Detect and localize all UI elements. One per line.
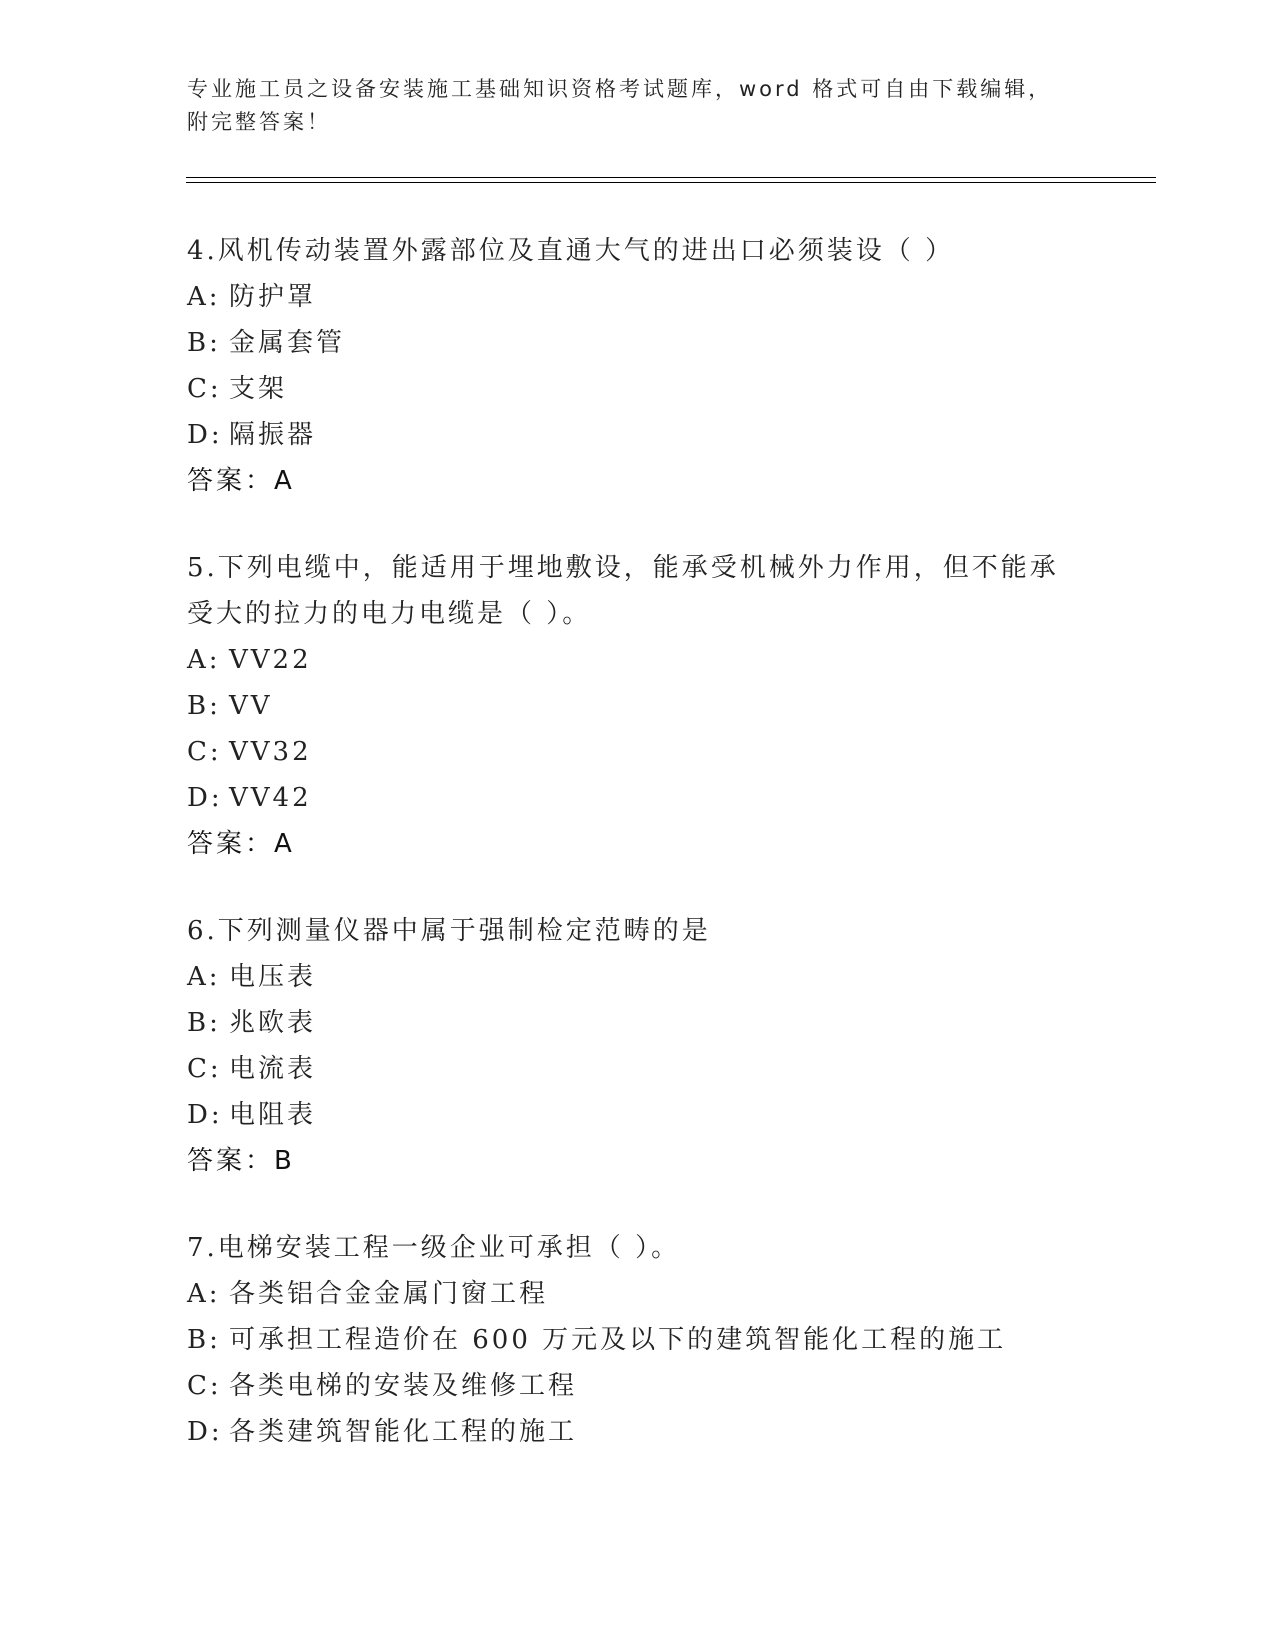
option-text: 各类建筑智能化工程的施工 [229,1417,578,1447]
document-header [187,73,1087,139]
header-divider-top [186,177,1156,178]
question-title-line-2: 受大的拉力的电力电缆是（ ）。 [187,599,592,629]
option-text: 兆欧表 [229,1008,317,1038]
option-key: D: [187,1100,223,1130]
option-c [187,366,1107,412]
option-key: C: [187,1371,222,1401]
option-text: 可承担工程造价在 600 万元及以下的建筑智能化工程的施工 [229,1325,1007,1355]
option-d [187,1409,1107,1455]
option-text: VV32 [229,737,312,767]
option-a [187,954,1107,1000]
option-key: A: [187,1279,221,1309]
answer: 答案：A [187,829,295,859]
option-text: 电流表 [229,1054,317,1084]
question-4 [187,228,1107,504]
option-key: B: [187,328,221,358]
question-title-line-1: 5.下列电缆中，能适用于埋地敷设，能承受机械外力作用，但不能承 [187,553,1059,583]
option-key: B: [187,1008,221,1038]
question-title: 4.风机传动装置外露部位及直通大气的进出口必须装设（ ） [187,236,955,266]
header-line-1: 专业施工员之设备安装施工基础知识资格考试题库，word 格式可自由下载编辑， [187,77,1053,101]
option-c [187,1363,1107,1409]
option-text: 电阻表 [229,1100,317,1130]
header-divider-bottom [186,182,1156,183]
option-key: A: [187,645,221,675]
option-text: 隔振器 [229,420,317,450]
option-d [187,1092,1107,1138]
option-key: B: [187,691,221,721]
question-5 [187,545,1107,867]
option-c [187,729,1107,775]
option-key: C: [187,374,222,404]
option-d [187,412,1107,458]
option-c [187,1046,1107,1092]
option-text: VV42 [229,783,312,813]
option-b [187,683,1107,729]
option-key: D: [187,420,223,450]
option-key: A: [187,962,221,992]
option-a [187,274,1107,320]
answer: 答案：A [187,466,295,496]
option-key: D: [187,1417,223,1447]
option-b [187,320,1107,366]
answer: 答案：B [187,1146,295,1176]
option-key: B: [187,1325,221,1355]
option-key: D: [187,783,223,813]
question-title: 7.电梯安装工程一级企业可承担（ ）。 [187,1233,681,1263]
option-b [187,1000,1107,1046]
option-text: 电压表 [229,962,317,992]
option-text: VV22 [229,645,312,675]
question-7 [187,1225,1107,1455]
option-a [187,637,1107,683]
option-key: C: [187,737,222,767]
header-line-2: 附完整答案！ [187,110,331,134]
option-text: 防护罩 [229,282,317,312]
option-text: 支架 [229,374,288,404]
question-title: 6.下列测量仪器中属于强制检定范畴的是 [187,916,711,946]
option-b [187,1317,1107,1363]
question-6 [187,908,1107,1184]
option-a [187,1271,1107,1317]
option-key: C: [187,1054,222,1084]
option-text: 金属套管 [229,328,346,358]
option-text: 各类电梯的安装及维修工程 [229,1371,578,1401]
option-d [187,775,1107,821]
option-text: 各类铝合金金属门窗工程 [229,1279,549,1309]
option-key: A: [187,282,221,312]
option-text: VV [229,691,273,721]
